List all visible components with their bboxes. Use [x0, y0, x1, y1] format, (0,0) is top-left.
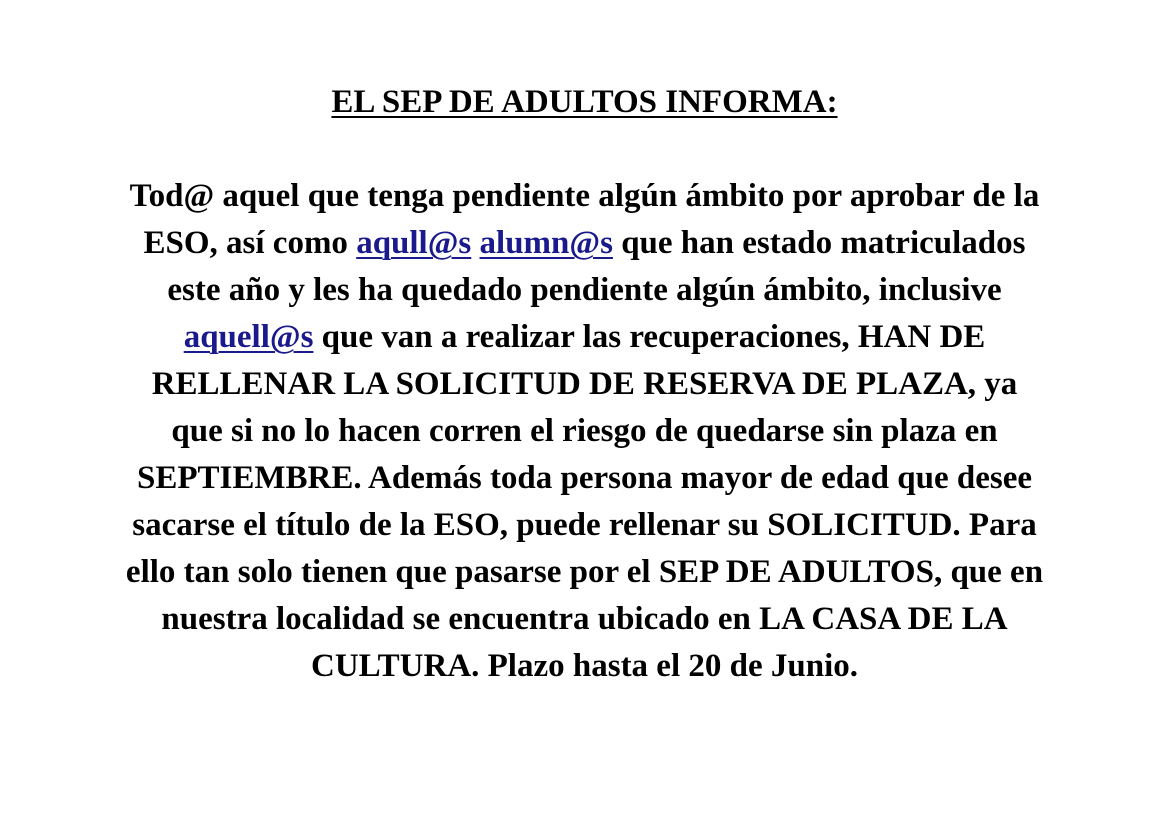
paragraph-line-6: que si no lo hacen corren el riesgo de quedarse sin plaza en	[171, 413, 998, 449]
announcement-paragraph	[70, 173, 1099, 690]
paragraph-line-10: nuestra localidad se encuentra ubicado en LA CASA DE LA	[161, 601, 1008, 637]
paragraph-line-4	[70, 314, 1099, 361]
page-title-text: EL SEP DE ADULTOS INFORMA:	[331, 84, 838, 120]
paragraph-line-8: sacarse el título de la ESO, puede rellenar su SOLICITUD. Para	[132, 507, 1037, 543]
paragraph-line-5: RELLENAR LA SOLICITUD DE RESERVA DE PLAZA, ya	[151, 366, 1018, 402]
link-alumn[interactable]: alumn@s	[479, 225, 613, 261]
page-title	[0, 82, 1169, 122]
paragraph-line-2	[70, 220, 1099, 267]
paragraph-line-11: CULTURA. Plazo hasta el 20 de Junio.	[311, 648, 858, 684]
link-aqull[interactable]: aqull@s	[356, 225, 472, 261]
paragraph-line-1: Tod@ aquel que tenga pendiente algún ámbito por aprobar de la	[129, 178, 1040, 214]
link-aquell[interactable]: aquell@s	[183, 319, 314, 355]
paragraph-line-2-end: que han estado matriculados	[612, 225, 1026, 261]
paragraph-line-4-end: que van a realizar las recuperaciones, HAN DE	[313, 319, 986, 355]
paragraph-line-2-start: ESO, así como	[143, 225, 357, 261]
paragraph-line-7: SEPTIEMBRE. Además toda persona mayor de edad que desee	[136, 460, 1033, 496]
paragraph-line-2-space	[471, 225, 479, 261]
paragraph-line-3: este año y les ha quedado pendiente algún ámbito, inclusive	[167, 272, 1002, 308]
paragraph-line-9: ello tan solo tienen que pasarse por el SEP DE ADULTOS, que en	[125, 554, 1044, 590]
